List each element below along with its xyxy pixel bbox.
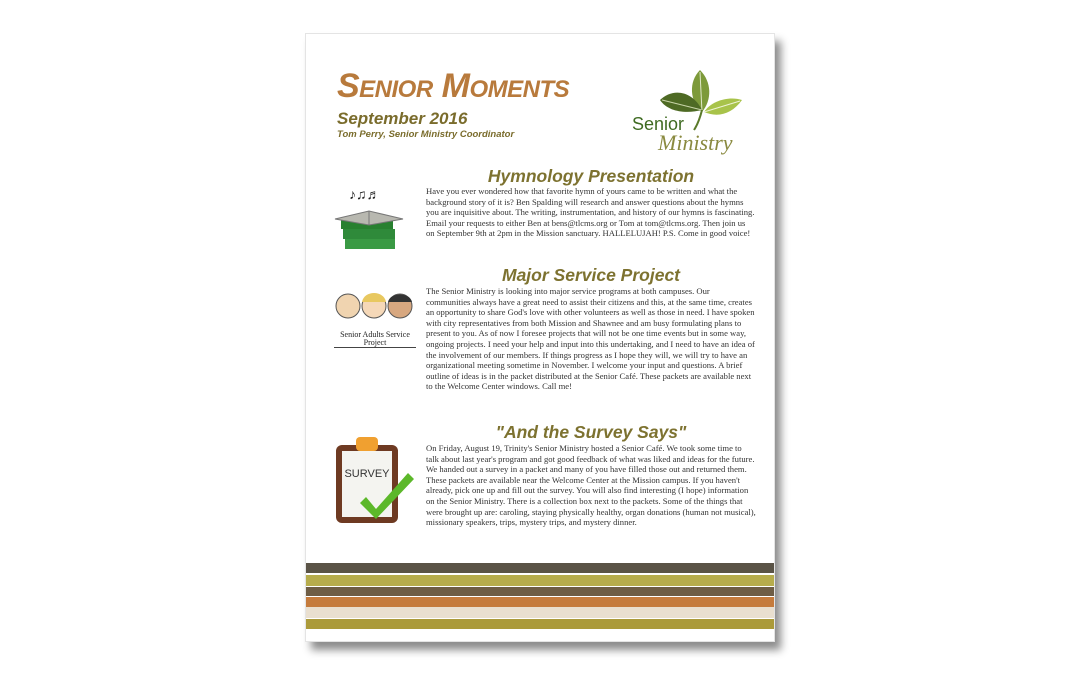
svg-text:SURVEY: SURVEY xyxy=(344,468,390,480)
issue-date: September 2016 xyxy=(337,109,468,128)
byline: Tom Perry, Senior Ministry Coordinator xyxy=(337,129,515,140)
footer-stripe-5 xyxy=(306,607,774,618)
logo-text-ministry: Ministry xyxy=(658,130,733,155)
footer-stripe-1 xyxy=(306,563,774,573)
senior-ministry-logo xyxy=(628,62,753,157)
footer-stripe-4 xyxy=(306,597,774,607)
newsletter-page xyxy=(305,33,775,642)
footer-stripe-2 xyxy=(306,575,774,586)
section-body: On Friday, August 19, Trinity's Senior Ministry hosted a Senior Café. We took some time to talk about last year's program and got good feedback of what was liked and ideas for the future. We handed out a survey in a packet and many of you have filled those out and returned them. These packets are available near the Welcome Center at the Mission campus. If you haven't already, pick one up and fill out the survey. You will also find interesting (I hope) information on the Senior Ministry. There is a collection box next to the packets. Some of the things that were brought up are: caroling, staying physically healthy, organ donations (human not musical), missionary speakers, trips, mystery trips, and mystery dinner. xyxy=(426,443,756,528)
survey-clipboard-icon xyxy=(332,433,416,527)
footer-stripe-3 xyxy=(306,587,774,596)
logo-text-senior: Senior xyxy=(632,114,685,134)
senior-adults-icon xyxy=(334,288,416,347)
section-body: The Senior Ministry is looking into major service programs at both campuses. Our communities always have a great need to assist their citizens and this, at the same time, creates an opportunity to share God's love with other volunteers as well as those in need. I have spoken with city representatives from both Mission and Shawnee and am busy formulating plans to present to you. As of now I foresee projects that will not be one time events but in some way, ongoing projects. I need your help and input into this undertaking, and I need to have an idea of the involvement of our members. If things progress as I hope they will, we will try to have an organizational meeting sometime in November. I welcome your input and questions. A brief outline of ideas is in the packet distributed at the Senior Café. These packets are available next to the Welcome Center windows. Call me! xyxy=(426,286,755,392)
section-title: "And the Survey Says" xyxy=(495,422,687,442)
footer-stripe-6 xyxy=(306,619,774,629)
section-title: Major Service Project xyxy=(502,265,680,285)
section-title: Hymnology Presentation xyxy=(487,166,695,186)
newsletter-title: Senior Moments xyxy=(337,67,570,105)
hymnal-music-notes-icon xyxy=(331,177,411,257)
section-body: Have you ever wondered how that favorite hymn of yours came to be written and what the background story of it is? Ben Spalding will research and answer questions about the hymns you are inquisitive about. The writing, instrumentation, and history of our hymns is fascinating. Email your requests to either Ben at bens@tlcms.org or Tom at tom@tlcms.org. Then join us on September 9th at 2pm in the Mission sanctuary. HALLELUJAH! P.S. Come in good voice! xyxy=(426,186,755,239)
icon-caption: Senior Adults Service Project xyxy=(334,331,416,348)
svg-text:♪♫♬: ♪♫♬ xyxy=(349,188,381,203)
